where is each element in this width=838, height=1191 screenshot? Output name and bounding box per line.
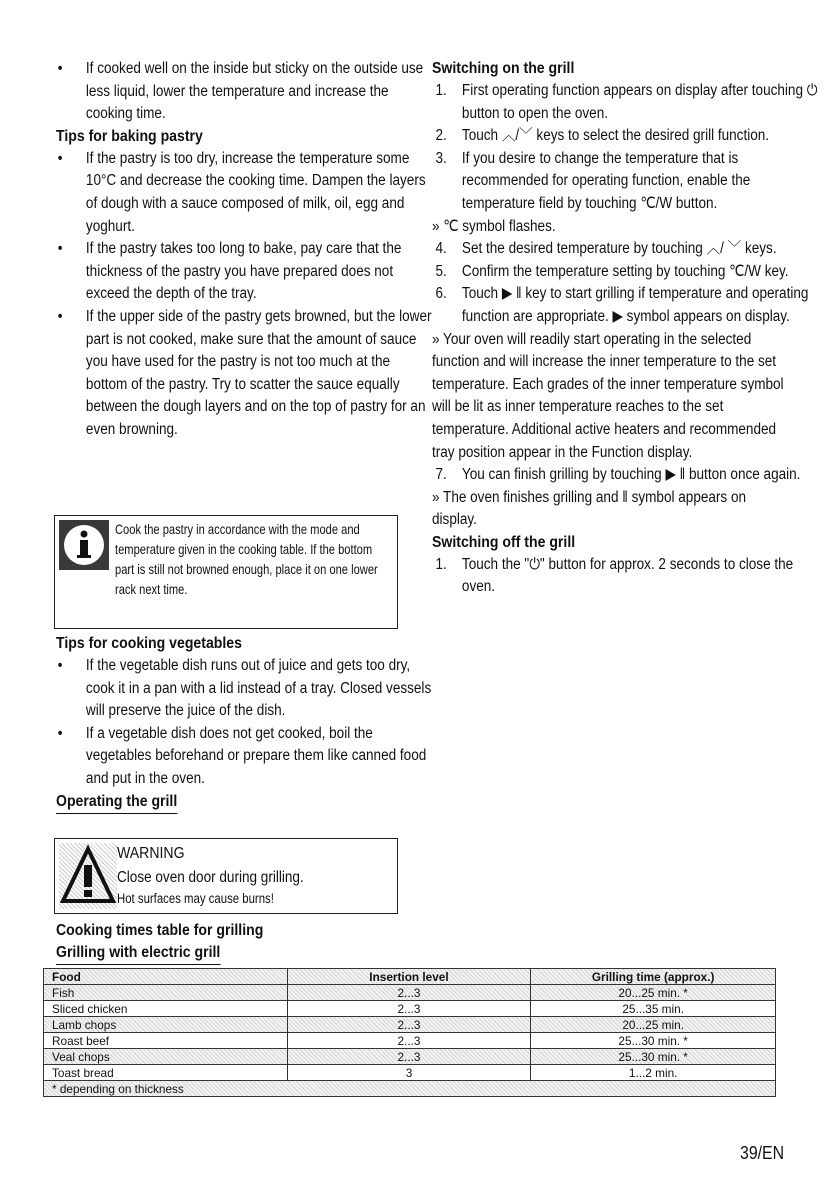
table-cell: 25...30 min. * — [531, 1033, 776, 1049]
flash-note: » ℃ symbol flashes. — [432, 217, 556, 235]
veg-bullet-text: If a vegetable dish does not get cooked, boil the vegetables beforehand or prepare them like canned food and put in the oven. — [85, 724, 427, 787]
info-icon — [59, 520, 109, 570]
column-header: Grilling time (approx.) — [531, 969, 776, 985]
table-cell: Fish — [44, 985, 288, 1001]
veg-bullet-text: If the vegetable dish runs out of juice and gets too dry, cook it in a pan with a lid instead of a tray. Closed vessels will preserve the juice of the dish. — [85, 657, 432, 720]
operating-grill-heading: Operating the grill — [56, 791, 177, 814]
page-number: 39/EN — [739, 1143, 784, 1163]
step-number: 2. — [435, 127, 447, 145]
step-number: 3. — [435, 149, 447, 167]
step-item — [432, 125, 822, 148]
step-number: 1. — [435, 555, 447, 573]
table-row — [44, 1001, 776, 1017]
table-row — [44, 1065, 776, 1081]
pastry-heading: Tips for baking pastry — [56, 127, 203, 145]
switch-on-heading: Switching on the grill — [432, 60, 575, 77]
step-item — [432, 148, 822, 216]
table-cell: Toast bread — [44, 1065, 288, 1081]
right-column — [432, 58, 818, 599]
pastry-bullet-text: If the pastry takes too long to bake, pay care that the thickness of the pastry you have prepared does not exceed the depth of the tray. — [85, 240, 402, 303]
table-cell: 25...35 min. — [531, 1001, 776, 1017]
step-text: Touch ︿/﹀ keys to select the desired grill function. — [461, 127, 770, 145]
bullet-icon: • — [57, 60, 63, 77]
grilling-table — [43, 968, 776, 1097]
step-text: Confirm the temperature setting by touching ℃/W key. — [461, 262, 789, 280]
left-column — [56, 58, 432, 442]
step-number: 5. — [435, 262, 447, 280]
table-cell: 20...25 min. * — [531, 985, 776, 1001]
table-subheading: Grilling with electric grill — [56, 942, 220, 965]
step-number: 4. — [435, 240, 447, 258]
table-cell: 1...2 min. — [531, 1065, 776, 1081]
bullet-icon: • — [57, 724, 63, 742]
vegetables-heading: Tips for cooking vegetables — [56, 635, 242, 652]
step-text: You can finish grilling by touching ▶ ‖ button once again. — [461, 466, 801, 484]
table-headings — [56, 920, 292, 965]
table-row — [44, 1049, 776, 1065]
warning-icon — [59, 843, 117, 909]
bullet-icon: • — [57, 307, 63, 325]
step-text: Set the desired temperature by touching ︿/ ﹀ keys. — [461, 240, 777, 258]
start-note: » Your oven will readily start operating in the selected function and will increase the inner temperature to the set temperature. Each grades of the inner temperature symbol will be lit as inner temperature reaches to the set temperature. Additional active heaters and recommended tray position appear in the Function display. — [432, 330, 784, 461]
step-text: Touch the "⏻" button for approx. 2 seconds to close the oven. — [461, 555, 794, 596]
step-item — [432, 238, 822, 261]
table-cell: 2...3 — [287, 1049, 531, 1065]
intro-bullet-text: If cooked well on the inside but sticky on the outside use less liquid, lower the temperature and increase the cooking time. — [85, 60, 424, 123]
list-item — [56, 655, 434, 723]
warning-box — [54, 838, 398, 914]
step-number: 7. — [435, 466, 447, 484]
info-text: Cook the pastry in accordance with the mode and temperature given in the cooking table. If the bottom part is still not browned enough, place it on one lower rack next time. — [115, 522, 378, 597]
table-cell: Lamb chops — [44, 1017, 288, 1033]
table-footnote-row — [44, 1081, 776, 1097]
warning-title: WARNING — [117, 845, 185, 862]
table-cell: 2...3 — [287, 985, 531, 1001]
table-cell: 3 — [287, 1065, 531, 1081]
table-cell: 20...25 min. — [531, 1017, 776, 1033]
table-row — [44, 985, 776, 1001]
bullet-icon: • — [57, 240, 63, 258]
list-item — [56, 238, 434, 306]
table-cell: Veal chops — [44, 1049, 288, 1065]
pastry-bullet-text: If the upper side of the pastry gets browned, but the lower part is not cooked, make sure that the amount of sauce you have used for the pastry is not too much at the bottom of the pastry. Try to scatter the sauce equally between the dough layers and on the top of pastry for an even browning. — [85, 307, 432, 438]
step-item — [432, 261, 822, 284]
list-item — [56, 148, 434, 238]
step-text: Touch ▶ ‖ key to start grilling if temperature and operating function are appropriate. ▶ symbol appears on display. — [461, 285, 809, 325]
switch-off-heading: Switching off the grill — [432, 533, 576, 551]
table-heading: Cooking times table for grilling — [56, 922, 264, 939]
pastry-bullet-text: If the pastry is too dry, increase the temperature some 10°C and decrease the cooking time. Dampen the layers of dough with a sauce composed of milk, oil, egg and yoghurt. — [85, 149, 426, 235]
column-header: Food — [44, 969, 288, 985]
table-cell: 2...3 — [287, 1001, 531, 1017]
step-number: 1. — [435, 82, 447, 99]
step-text: First operating function appears on display after touching ⏻ button to open the oven. — [461, 82, 818, 122]
table-cell: 2...3 — [287, 1033, 531, 1049]
step-item — [432, 554, 822, 599]
info-box — [54, 515, 398, 629]
warning-line-1: Close oven door during grilling. — [117, 869, 304, 886]
table-cell: Roast beef — [44, 1033, 288, 1049]
bullet-icon: • — [57, 149, 63, 167]
warning-line-2: Hot surfaces may cause burns! — [117, 891, 274, 906]
step-item — [432, 464, 822, 487]
table-cell: 2...3 — [287, 1017, 531, 1033]
step-text: If you desire to change the temperature that is recommended for operating function, enable the temperature field by touching ℃/W button. — [461, 149, 751, 212]
table-row — [44, 1017, 776, 1033]
left-column-lower — [56, 633, 432, 814]
table-cell: 25...30 min. * — [531, 1049, 776, 1065]
step-number: 6. — [435, 285, 447, 303]
list-item — [56, 58, 434, 126]
table-row — [44, 1033, 776, 1049]
column-header: Insertion level — [287, 969, 531, 985]
list-item — [56, 723, 434, 791]
table-cell: Sliced chicken — [44, 1001, 288, 1017]
finish-note: » The oven finishes grilling and ‖ symbol appears on display. — [432, 488, 747, 529]
table-header-row — [44, 969, 776, 985]
table-footnote: * depending on thickness — [44, 1081, 776, 1097]
bullet-icon: • — [57, 657, 63, 674]
step-item — [432, 80, 822, 125]
list-item — [56, 306, 434, 442]
step-item — [432, 283, 822, 328]
